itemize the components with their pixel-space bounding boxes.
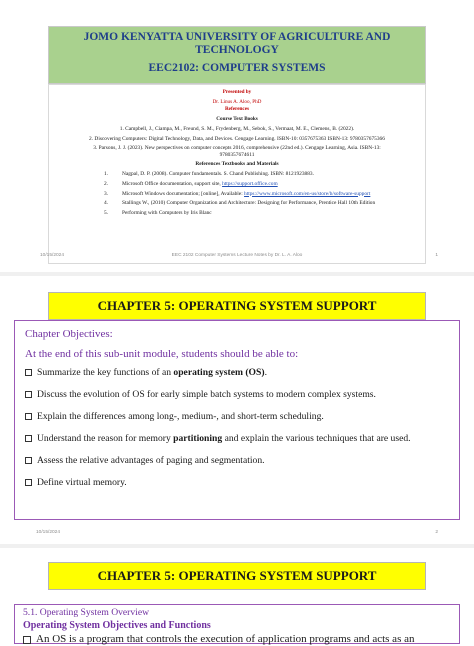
text-book-1: 1. Campbell, J., Ciampa, M., Freund, S. M., Frydenberg, M., Sebok, S., Vermaat, M. E., Clemens, B. (2022).	[119, 126, 355, 132]
footer-page-number: 2	[435, 530, 438, 535]
text-book-3: 3. Parsons, J. J. (2023). New perspectives on computer concepts 2016, comprehensive (22nd ed.). Cengage Learning, Asia. ISBN-13: 9780357674611	[93, 145, 381, 158]
footer-page-number: 1	[435, 253, 438, 258]
references-box	[48, 84, 426, 264]
objective-item: Assess the relative advantages of paging and segmentation.	[25, 455, 449, 467]
slide-1	[0, 0, 474, 272]
slide-2-footer	[0, 526, 474, 540]
ref-textbooks-heading: References Textbooks and Materials	[195, 161, 279, 168]
objective-item: Understand the reason for memory partitioning and explain the various techniques that are used.	[25, 433, 449, 445]
ref-material-1: 1. Nagpal, D. P. (2008). Computer fundamentals. S. Chand Publishing. ISBN: 8121923883.	[104, 171, 314, 178]
ref-material-5: 5. Performing with Computers by Iris Blanc	[104, 209, 212, 216]
slide-3	[0, 548, 474, 645]
ref-material-4: 4. Stallings W., (2010) Computer Organization and Architecture: Designing for Performance, Prentice Hall 10th Edition	[104, 200, 376, 207]
checkbox-bullet-icon	[25, 457, 32, 464]
objective-item: Define virtual memory.	[25, 477, 449, 489]
office-support-link[interactable]: https://support.office.com	[222, 180, 278, 187]
course-text-books-heading: Course Text Books	[216, 116, 258, 122]
objectives-title: Chapter Objectives:	[25, 328, 113, 340]
objectives-subtitle: At the end of this sub-unit module, students should be able to:	[25, 348, 299, 360]
checkbox-bullet-icon	[25, 391, 32, 398]
objective-item: Discuss the evolution of OS for early simple batch systems to modern complex systems.	[25, 389, 449, 401]
slide-1-footer	[0, 250, 474, 264]
slide-2	[0, 276, 474, 544]
section-heading: 5.1. Operating System Overview	[23, 607, 150, 618]
title-box	[48, 26, 426, 84]
references-heading: References	[224, 106, 250, 112]
ref-material-2: 2. Microsoft Office documentation, support site, https://support.office.com	[104, 180, 278, 187]
footer-center-text: EEC 2102 Computer Systems Lecture Notes by Dr. L. A. Aloo	[171, 253, 303, 258]
ref-material-3: 3. Microsoft Windows documentation; [online], Available: https://www.microsoft.com/en-us/store/b/software-support	[104, 190, 371, 197]
ref-materials-list	[49, 171, 425, 216]
checkbox-bullet-icon	[25, 369, 32, 376]
university-name: JOMO KENYATTA UNIVERSITY OF AGRICULTURE AND TECHNOLOGY	[83, 31, 391, 56]
checkbox-bullet-icon	[25, 479, 32, 486]
checkbox-bullet-icon	[23, 636, 31, 644]
chapter-banner: CHAPTER 5: OPERATING SYSTEM SUPPORT	[48, 562, 426, 590]
windows-support-link[interactable]: https://www.microsoft.com/en-us/store/b/software-support	[244, 190, 371, 197]
objective-item: Explain the differences among long-, medium-, and short-term scheduling.	[25, 411, 449, 423]
objective-item: Summarize the key functions of an operating system (OS).	[25, 367, 449, 379]
chapter-banner: CHAPTER 5: OPERATING SYSTEM SUPPORT	[48, 292, 426, 320]
checkbox-bullet-icon	[25, 435, 32, 442]
course-title: EEC2102: COMPUTER SYSTEMS	[148, 62, 326, 74]
section-body: An OS is a program that controls the execution of application programs and acts as an	[23, 633, 451, 646]
objectives-list	[25, 367, 449, 489]
objectives-box	[14, 320, 460, 520]
presented-by: Presented by	[222, 89, 252, 95]
course-text-books-list	[49, 126, 425, 158]
author-name: Dr. Linus A. Aloo, PhD	[212, 99, 262, 105]
footer-date: 10/15/2024	[40, 253, 65, 258]
subsection-heading: Operating System Objectives and Functions	[23, 620, 211, 631]
section-box	[14, 604, 460, 644]
footer-date: 10/15/2024	[36, 530, 61, 535]
text-book-2: 2. Discovering Computers: Digital Technology, Data, and Devices. Cengage Learning. ISBN-10: 0357675363 ISBN-13: 9780357675366	[89, 135, 385, 142]
checkbox-bullet-icon	[25, 413, 32, 420]
